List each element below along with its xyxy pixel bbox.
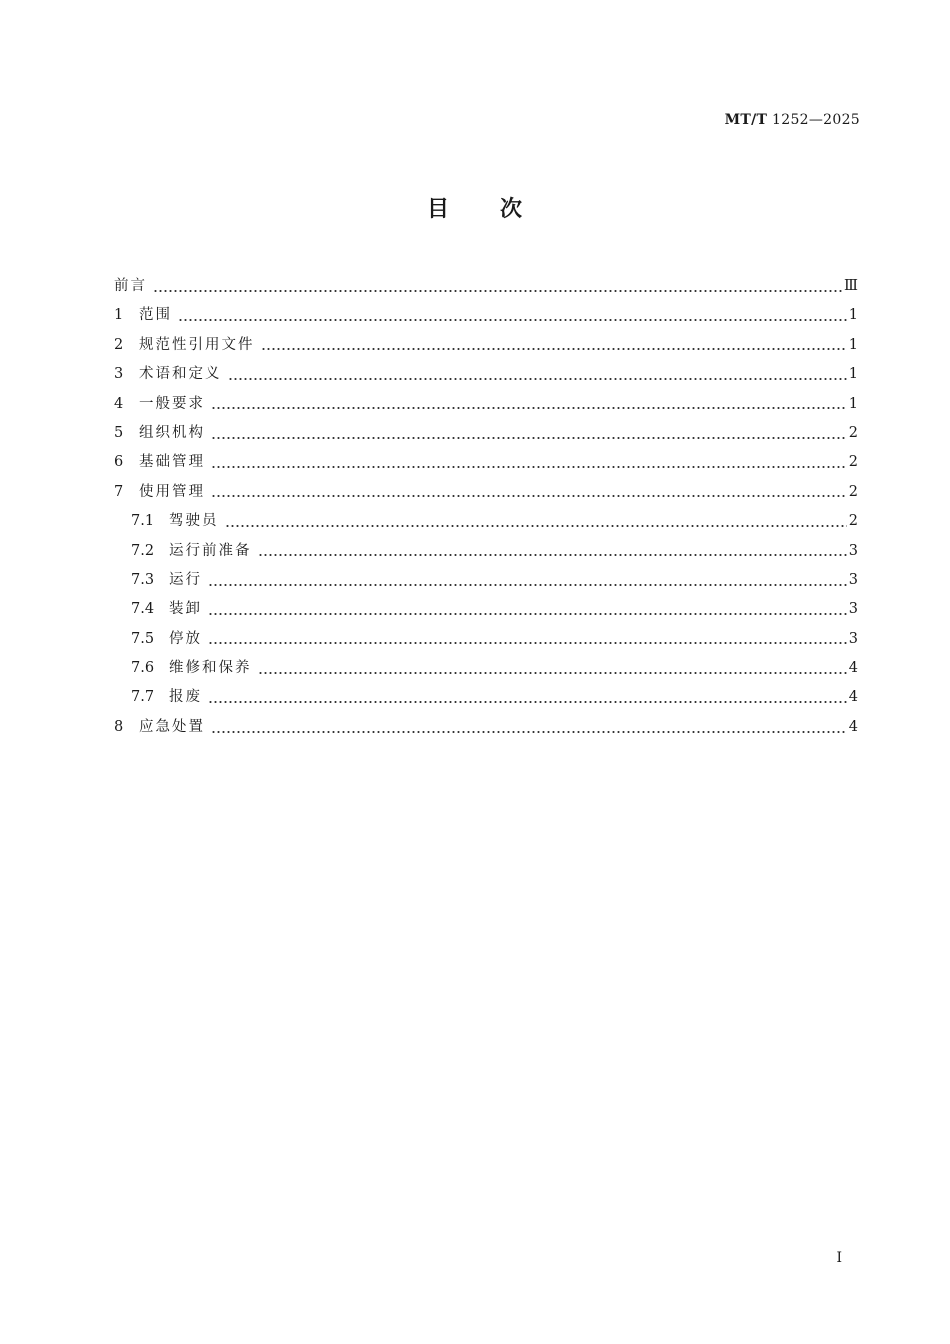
toc-dot-leader <box>211 465 847 469</box>
toc-entry[interactable] <box>114 421 858 450</box>
toc-dot-leader <box>178 318 847 322</box>
toc-entry[interactable] <box>114 627 858 656</box>
toc-entry-page: 3 <box>848 601 858 618</box>
document-code-number: 1252—2025 <box>772 112 860 128</box>
toc-entry-page: 2 <box>848 424 858 441</box>
toc-entry-label: 前言 <box>114 278 147 294</box>
toc-entry-number: 2 <box>114 336 124 353</box>
toc-entry-label: 装卸 <box>169 601 202 618</box>
toc-entry-page: 4 <box>848 689 858 706</box>
toc-dot-leader <box>153 289 842 293</box>
toc-dot-leader <box>228 377 847 381</box>
document-code-prefix: MT/T <box>724 112 768 128</box>
toc-dot-leader <box>208 641 847 645</box>
toc-entry-label: 运行前准备 <box>169 542 252 559</box>
toc-entry-page: 1 <box>848 307 858 324</box>
toc-entry[interactable] <box>114 450 858 479</box>
toc-entry-label: 组织机构 <box>139 424 205 441</box>
toc-entry-label: 应急处置 <box>139 718 205 735</box>
page-title <box>0 192 950 223</box>
toc-entry-label: 术语和定义 <box>139 366 222 383</box>
toc-entry-page: 4 <box>848 718 858 735</box>
toc-entry[interactable] <box>114 480 858 509</box>
page-number: I <box>836 1250 842 1266</box>
toc-entry-number: 3 <box>114 366 124 383</box>
toc-dot-leader <box>208 700 847 704</box>
toc-entry-number: 1 <box>114 307 124 324</box>
toc-entry[interactable] <box>114 715 858 744</box>
toc-entry-label: 报废 <box>169 689 202 706</box>
toc-dot-leader <box>258 553 847 557</box>
toc-entry-label: 一般要求 <box>139 395 205 412</box>
toc-entry-number: 4 <box>114 395 124 412</box>
document-code <box>725 112 860 128</box>
toc-entry-page: 4 <box>848 660 858 677</box>
toc-entry-page: 3 <box>848 571 858 588</box>
toc-entry[interactable] <box>114 333 858 362</box>
toc-entry-label: 运行 <box>169 571 202 588</box>
toc-entry-label: 基础管理 <box>139 454 205 471</box>
toc-entry-number: 7.7 <box>131 689 155 706</box>
toc-dot-leader <box>211 730 847 734</box>
toc-entry[interactable] <box>114 597 858 626</box>
toc-entry[interactable] <box>114 568 858 597</box>
toc-entry-number: 7.2 <box>131 542 155 559</box>
toc-entry[interactable] <box>114 362 858 391</box>
toc-entry-page: 1 <box>848 366 858 383</box>
toc-entry-label: 范围 <box>139 307 172 324</box>
toc-entry-page: 3 <box>848 542 858 559</box>
toc-entry-number: 7 <box>114 483 124 500</box>
toc-entry-page: 2 <box>848 454 858 471</box>
toc-entry-label: 使用管理 <box>139 483 205 500</box>
toc-entry[interactable] <box>114 274 858 303</box>
toc-dot-leader <box>211 494 847 498</box>
toc-entry-page: 1 <box>848 395 858 412</box>
toc-entry-number: 7.6 <box>131 660 155 677</box>
toc-dot-leader <box>225 524 847 528</box>
toc-entry-number: 8 <box>114 718 124 735</box>
toc-entry-number: 7.5 <box>131 630 155 647</box>
toc-dot-leader <box>211 436 847 440</box>
toc-entry-number: 5 <box>114 424 124 441</box>
toc-entry-page: Ⅲ <box>844 278 858 294</box>
toc-entry[interactable] <box>114 392 858 421</box>
toc-entry-page: 2 <box>848 483 858 500</box>
toc-dot-leader <box>208 583 847 587</box>
table-of-contents <box>114 274 858 744</box>
toc-entry-page: 3 <box>848 630 858 647</box>
toc-entry-number: 7.4 <box>131 601 155 618</box>
page-title-part1: 目 <box>426 197 450 222</box>
toc-entry[interactable] <box>114 656 858 685</box>
toc-entry-label: 规范性引用文件 <box>139 336 255 353</box>
toc-dot-leader <box>208 612 847 616</box>
toc-entry-label: 维修和保养 <box>169 660 252 677</box>
page-title-part2: 次 <box>500 197 524 222</box>
toc-entry[interactable] <box>114 303 858 332</box>
toc-entry-number: 6 <box>114 454 124 471</box>
toc-dot-leader <box>261 347 847 351</box>
toc-entry-label: 停放 <box>169 630 202 647</box>
toc-entry-page: 2 <box>848 513 858 530</box>
toc-entry-page: 1 <box>848 336 858 353</box>
toc-entry[interactable] <box>114 685 858 714</box>
toc-entry[interactable] <box>114 539 858 568</box>
toc-dot-leader <box>258 671 847 675</box>
toc-entry[interactable] <box>114 509 858 538</box>
toc-entry-number: 7.3 <box>131 571 155 588</box>
toc-entry-number: 7.1 <box>131 513 155 530</box>
toc-entry-label: 驾驶员 <box>169 513 219 530</box>
toc-dot-leader <box>211 406 847 410</box>
